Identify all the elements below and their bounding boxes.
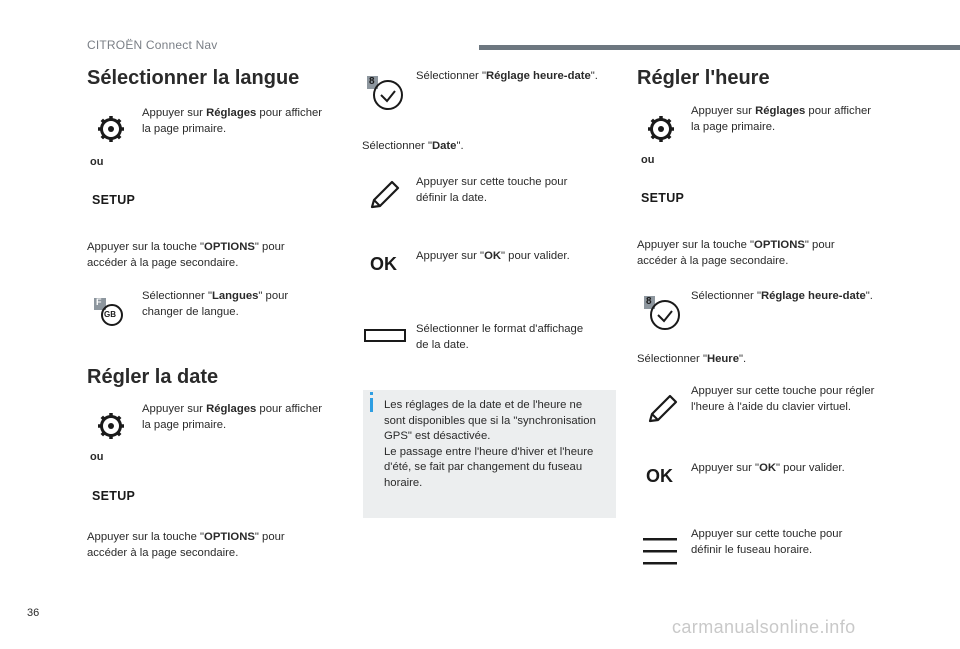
ok-button: OK (370, 254, 397, 274)
info-note-text: Les réglages de la date et de l'heure ne sont disponibles que si la "synchronisation GPS" est désactivée. Le passage entre l'heure d'hiver et l'heure d'été, se fait par changement du fuseau horaire. (384, 399, 596, 489)
pencil-icon (368, 178, 402, 210)
gear-icon (96, 114, 126, 144)
pencil-icon (646, 392, 680, 424)
watermark: carmanualsonline.info (672, 617, 856, 637)
page-number: 36 (27, 607, 40, 619)
info-icon (370, 392, 373, 395)
step-pencil-date: Appuyer sur cette touche pour définir la date. (416, 176, 568, 204)
step-date-format: Sélectionner le format d'affichage de la date. (416, 323, 584, 351)
step-options-3: Appuyer sur la touche "OPTIONS" pour accéder à la page secondaire. (637, 239, 835, 267)
step-options-1: Appuyer sur la touche "OPTIONS" pour accéder à la page secondaire. (87, 241, 285, 269)
clock-settings-icon: 8 (366, 75, 406, 111)
step-langues: Sélectionner "Langues" pour changer de langue. (142, 290, 289, 318)
section-title-date: Régler la date (87, 366, 219, 388)
step-select-date: Sélectionner "Date". (362, 140, 464, 152)
gear-icon (646, 114, 676, 144)
step-reglages-2: Appuyer sur Réglages pour afficher la page primaire. (142, 403, 323, 431)
date-format-icon (364, 329, 406, 342)
section-title-heure: Régler l'heure (637, 67, 770, 89)
setup-button: SETUP (92, 489, 136, 503)
setup-button: SETUP (92, 193, 136, 207)
header-bar (479, 45, 960, 50)
or-label: ou (641, 154, 655, 166)
manual-header-title: CITROËN Connect Nav (87, 38, 218, 52)
gear-icon (96, 411, 126, 441)
step-reglage-heure-date: Sélectionner "Réglage heure-date". (416, 70, 598, 82)
step-reglage-heure-date-2: Sélectionner "Réglage heure-date". (691, 290, 873, 302)
setup-button: SETUP (641, 191, 685, 205)
flag-language-icon: F GB (92, 296, 126, 326)
step-fuseau-horaire: Appuyer sur cette touche pour définir le fuseau horaire. (691, 528, 843, 556)
ok-button: OK (646, 466, 673, 486)
or-label: ou (90, 156, 104, 168)
clock-settings-icon: 8 (643, 295, 683, 331)
info-icon-bar (370, 398, 373, 412)
menu-lines-icon (642, 536, 678, 566)
step-reglages-3: Appuyer sur Réglages pour afficher la page primaire. (691, 105, 872, 133)
or-label: ou (90, 451, 104, 463)
step-ok-heure: Appuyer sur "OK" pour valider. (691, 462, 845, 474)
step-pencil-heure: Appuyer sur cette touche pour régler l'heure à l'aide du clavier virtuel. (691, 385, 875, 413)
step-select-heure: Sélectionner "Heure". (637, 353, 747, 365)
section-title-langue: Sélectionner la langue (87, 67, 300, 89)
step-reglages-1: Appuyer sur Réglages pour afficher la page primaire. (142, 107, 323, 135)
step-options-2: Appuyer sur la touche "OPTIONS" pour accéder à la page secondaire. (87, 531, 285, 559)
step-ok-date: Appuyer sur "OK" pour valider. (416, 250, 570, 262)
